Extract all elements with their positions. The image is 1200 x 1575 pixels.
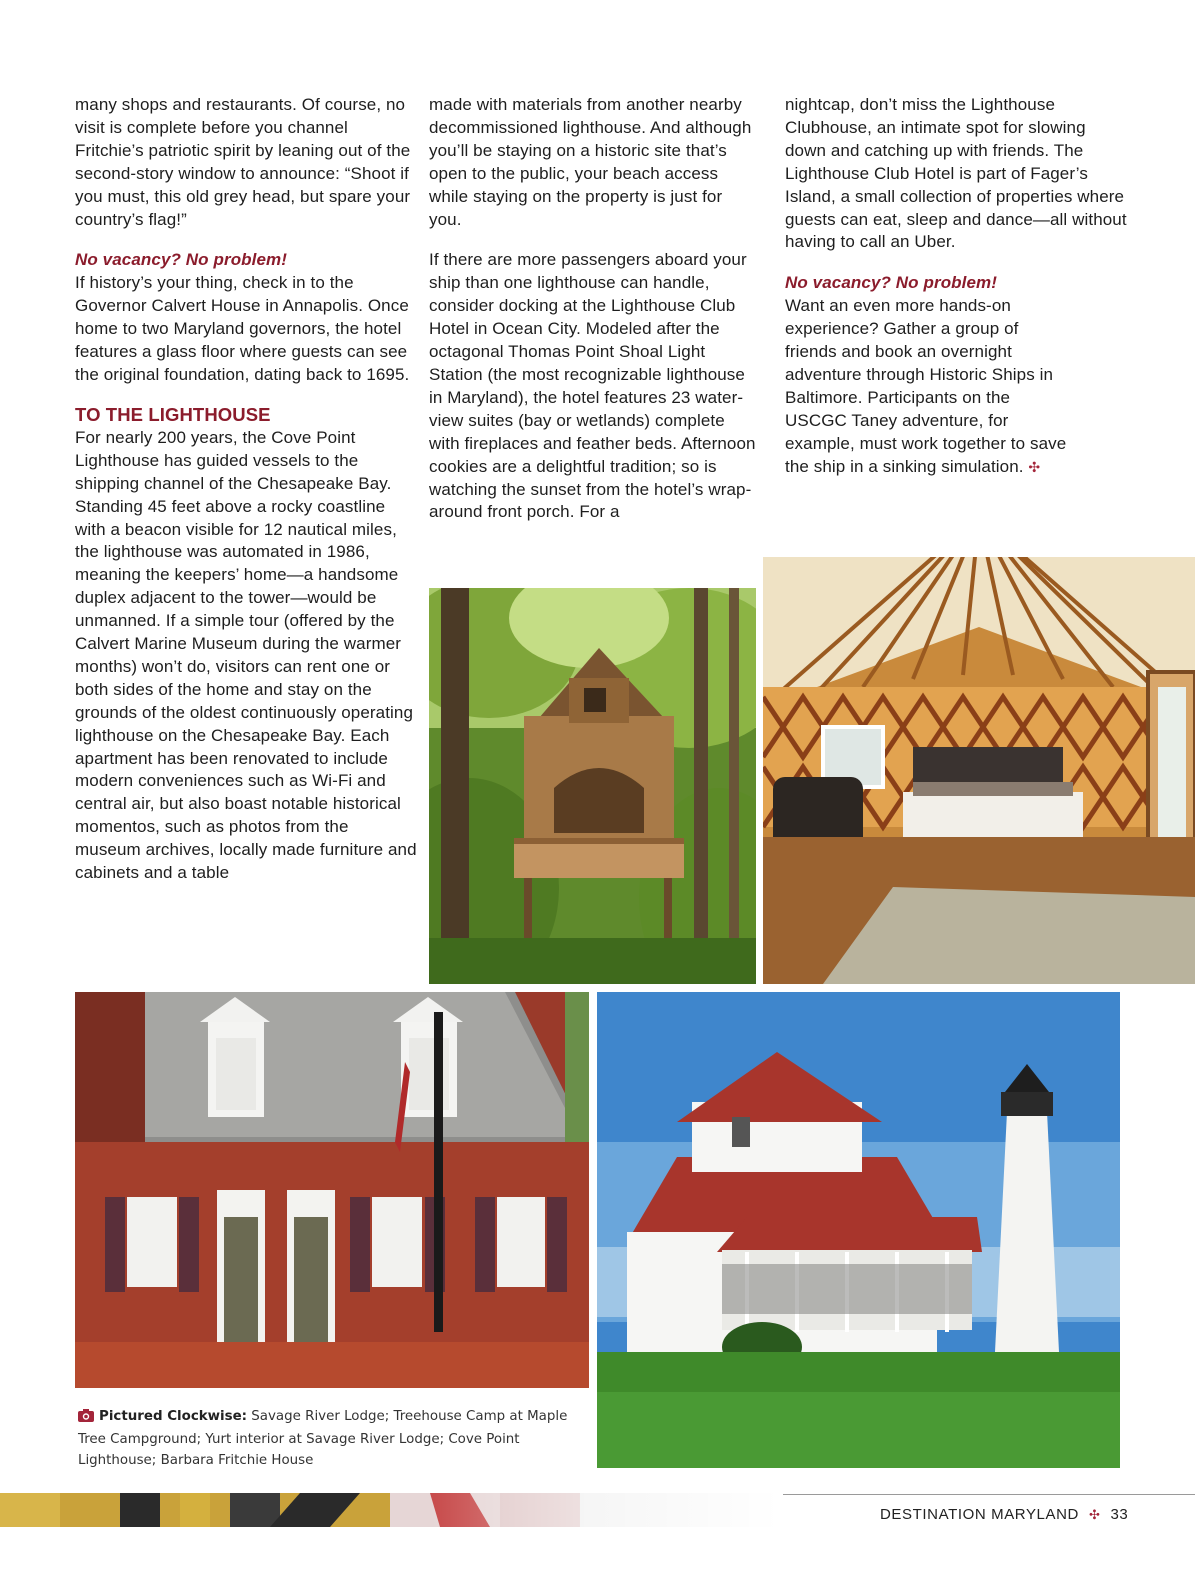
column-3 xyxy=(785,94,1130,479)
col1-paragraph-1: many shops and restaurants. Of course, no visit is complete before you channel Fritchie’s patriotic spirit by leaning out of the second-story window to announce: “Shoot if you must, this old grey head, but spare your country’s flag!” xyxy=(75,95,411,229)
camera-icon xyxy=(78,1408,94,1429)
col3-paragraph-2-wrap xyxy=(785,295,1067,478)
brick-house-photo xyxy=(75,992,589,1388)
yurt-interior-photo xyxy=(763,557,1195,984)
maryland-flag-band xyxy=(0,1493,780,1527)
end-mark-icon: ✣ xyxy=(1028,458,1041,475)
page-number: 33 xyxy=(1110,1506,1129,1523)
col1-paragraph-3: For nearly 200 years, the Cove Point Lighthouse has guided vessels to the shipping channel of the Chesapeake Bay. Standing 45 feet above a rocky coastline with a beacon visible for 12 nautical miles, the lighthouse was automated in 1986, meaning the keepers’ home—a handsome duplex adjacent to the tower—would be unmanned. If a simple tour (offered by the Calvert Marine Museum during the warmer months) won’t do, visitors can rent one or both sides of the home and stay on the grounds of the oldest continuously operating lighthouse on the Chesapeake Bay. Each apartment has been renovated to include modern conveniences such as Wi-Fi and central air, but also boast notable historical momentos, such as photos from the museum archives, locally made furniture and cabinets and a table xyxy=(75,427,417,883)
column-2 xyxy=(429,94,759,524)
col3-paragraph-2: Want an even more hands-on experience? Gather a group of friends and book an overnight adventure through Historic Ships in Baltimore. Participants on the USCGC Taney adventure, for example, must work together to save the ship in a sinking simulation. xyxy=(785,296,1067,476)
col3-subheading: No vacancy? No problem! xyxy=(785,273,998,293)
footer-title: DESTINATION MARYLAND xyxy=(880,1506,1079,1523)
col1-subheading: No vacancy? No problem! xyxy=(75,250,288,270)
caption-label: Pictured Clockwise: xyxy=(99,1409,248,1424)
photo-caption xyxy=(78,1406,588,1471)
footer-rule xyxy=(783,1494,1195,1495)
col3-paragraph-1: nightcap, don’t miss the Lighthouse Clubhouse, an intimate spot for slowing down and catching up with friends. The Lighthouse Club Hotel is part of Fager’s Island, a small collection of properties where guests can eat, sleep and dance—all without having to call an Uber. xyxy=(785,95,1127,252)
treehouse-photo xyxy=(429,588,756,984)
section-heading: TO THE LIGHTHOUSE xyxy=(75,403,271,425)
col2-paragraph-2: If there are more passengers aboard your ship than one lighthouse can handle, consider docking at the Lighthouse Club Hotel in Ocean City. Modeled after the octagonal Thomas Point Shoal Light Station (the most recognizable lighthouse in Maryland), the hotel features 23 water-view suites (bay or wetlands) complete with fireplaces and feather beds. Afternoon cookies are a delightful tradition; so is watching the sunset from the hotel’s wrap-around front porch. For a xyxy=(429,250,756,522)
footer-ornament-icon: ✣ xyxy=(1088,1507,1101,1522)
caption-text: Savage River Lodge; Treehouse Camp at Maple Tree Campground; Yurt interior at Savage River Lodge; Cove Point Lighthouse; Barbara Fritchie House xyxy=(78,1409,568,1468)
column-1 xyxy=(75,94,418,885)
lighthouse-photo xyxy=(597,992,1120,1468)
col1-paragraph-2: If history’s your thing, check in to the Governor Calvert House in Annapolis. Once home to two Maryland governors, the hotel features a glass floor where guests can see the original foundation, dating back to 1695. xyxy=(75,273,410,384)
col2-paragraph-1: made with materials from another nearby decommissioned lighthouse. And although you’ll be staying on a historic site that’s open to the public, your beach access while staying on the property is just for you. xyxy=(429,95,752,229)
footer xyxy=(880,1506,1128,1523)
